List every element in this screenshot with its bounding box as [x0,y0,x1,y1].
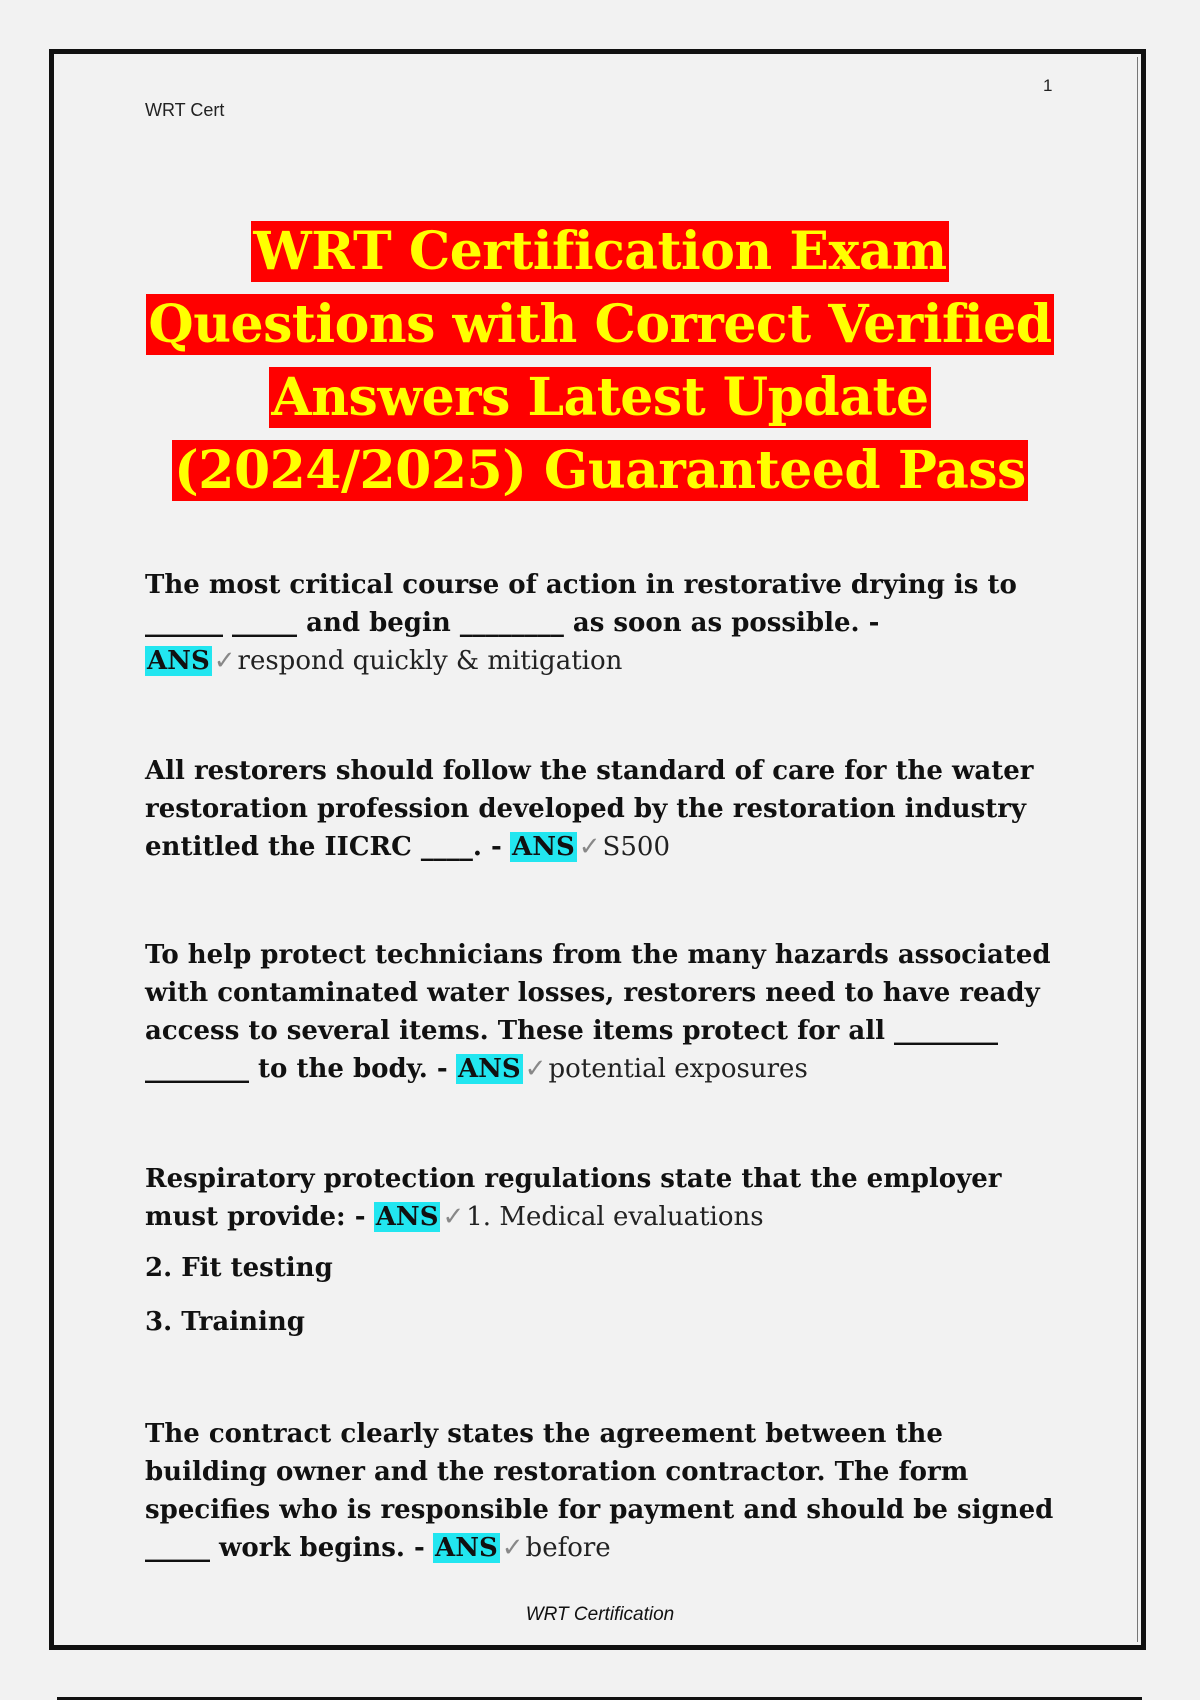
qa-item [145,1415,1055,1567]
qa-item [145,566,1055,680]
answer-text: 1. Medical evaluations [466,1202,764,1232]
ans-label: ANS [435,1533,498,1563]
answer-text: S500 [602,832,670,862]
ans-label: ANS [147,646,210,676]
checkmark-icon: ✓ [578,832,601,862]
checkmark-icon: ✓ [213,646,236,676]
answer-text: potential exposures [548,1054,808,1084]
list-item: 3. Training [145,1307,305,1337]
ans-label: ANS [512,832,575,862]
answer-text: respond quickly & mitigation [237,646,623,676]
list-item: 2. Fit testing [145,1253,333,1283]
qa-item [145,752,1055,866]
title-line: Answers Latest Update [271,367,929,428]
page-number: 1 [1043,76,1053,95]
header-text: WRT Cert [145,100,225,120]
checkmark-icon: ✓ [501,1533,524,1563]
question-text: To help protect technicians from the many hazards associated with contaminated water losses, restorers need to have ready access to several items. These items protect for all ________ ________ to the body. - [145,940,1051,1084]
qa-item [145,1160,1055,1236]
checkmark-icon: ✓ [524,1054,547,1084]
title-line: WRT Certification Exam [253,221,947,282]
document-title [140,215,1060,507]
ans-label: ANS [375,1202,439,1232]
checkmark-icon: ✓ [442,1202,465,1232]
qa-item [145,936,1055,1088]
title-line: Questions with Correct Verified [148,294,1052,355]
answer-text: before [525,1533,611,1563]
title-line: (2024/2025) Guaranteed Pass [174,440,1026,501]
ans-label: ANS [457,1054,521,1084]
question-text: The contract clearly states the agreement between the building owner and the restoration contractor. The form specifies who is responsible for payment and should be signed _____ work begins. - [145,1419,1054,1563]
question-text: Respiratory protection regulations state that the employer must provide: - [145,1164,1002,1232]
footer-text: WRT Certification [525,1604,675,1625]
question-text: All restorers should follow the standard of care for the water restoration profession developed by the restoration industry entitled the IICRC ____. - [145,756,1034,862]
question-text: The most critical course of action in restorative drying is to ______ _____ and begin ________ as soon as possible. - [145,570,1017,638]
